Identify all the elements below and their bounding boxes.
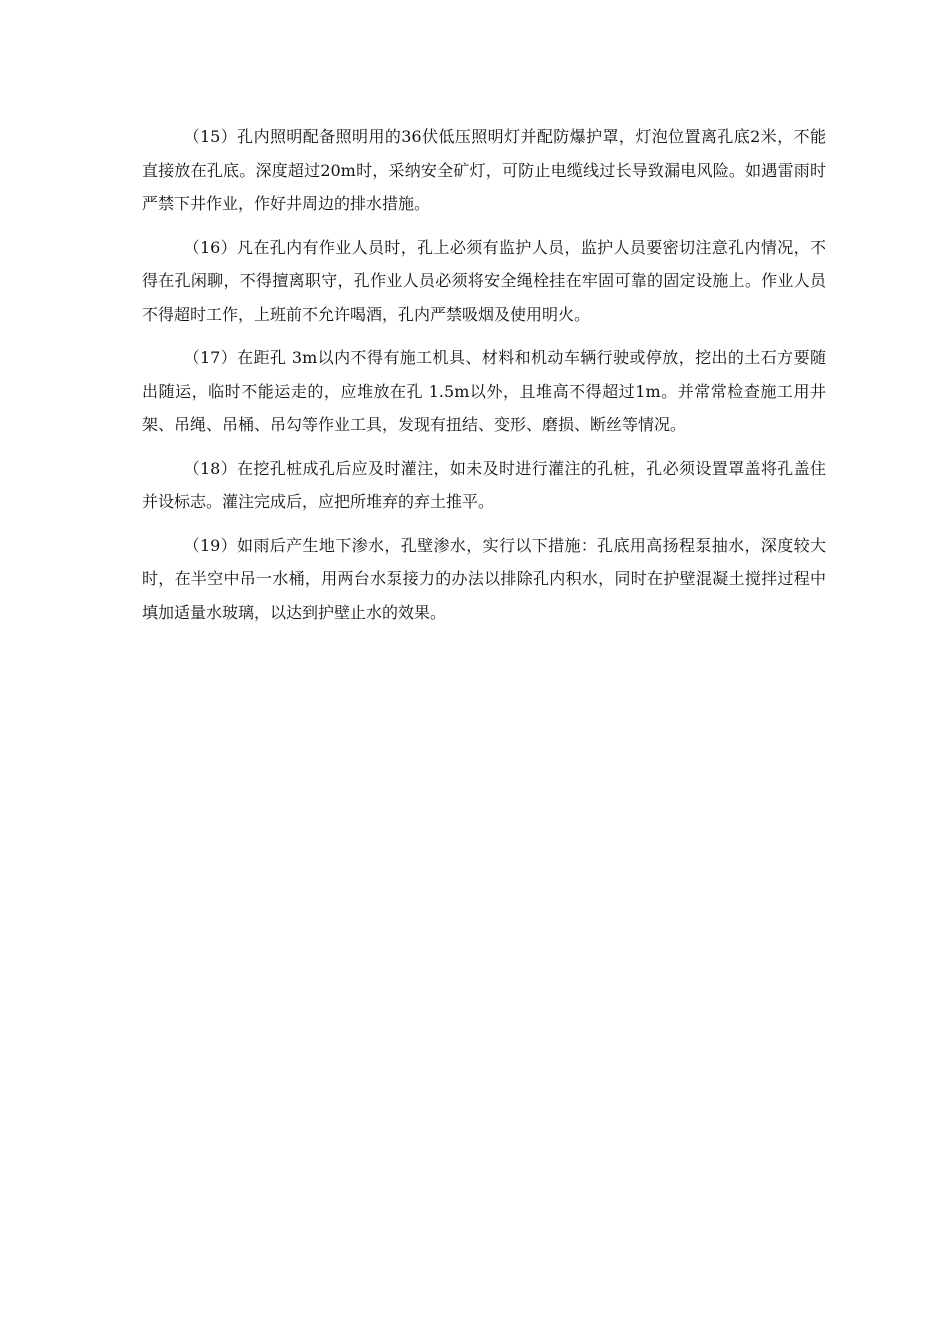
- document-body: [142, 120, 826, 639]
- paragraph-18: （18）在挖孔桩成孔后应及时灌注，如未及时进行灌注的孔桩，孔必须设置罩盖将孔盖住并设标志。灌注完成后，应把所堆弃的弃土推平。: [142, 458, 826, 511]
- paragraph-16: （16）凡在孔内有作业人员时，孔上必须有监护人员，监护人员要密切注意孔内情况，不得在孔闲聊，不得擅离职守，孔作业人员必须将安全绳栓挂在牢固可靠的固定设施上。作业人员不得超时工作，上班前不允许喝酒，孔内严禁吸烟及使用明火。: [142, 237, 826, 324]
- paragraph-15: （15）孔内照明配备照明用的36伏低压照明灯并配防爆护罩，灯泡位置离孔底2米，不能直接放在孔底。深度超过20m时，采纳安全矿灯，可防止电缆线过长导致漏电风险。如遇雷雨时严禁下井作业，作好井周边的排水措施。: [142, 127, 826, 213]
- paragraph-17: （17）在距孔 3m以内不得有施工机具、材料和机动车辆行驶或停放，挖出的土石方要随出随运，临时不能运走的，应堆放在孔 1.5m以外，且堆高不得超过1m。并常常检查施工用井架、吊绳、吊桶、吊勾等作业工具，发现有扭结、变形、磨损、断丝等情况。: [142, 348, 826, 434]
- paragraph-19: （19）如雨后产生地下渗水，孔壁渗水，实行以下措施：孔底用高扬程泵抽水，深度较大时，在半空中吊一水桶，用两台水泵接力的办法以排除孔内积水，同时在护壁混凝土搅拌过程中填加适量水玻璃，以达到护壁止水的效果。: [142, 535, 826, 622]
